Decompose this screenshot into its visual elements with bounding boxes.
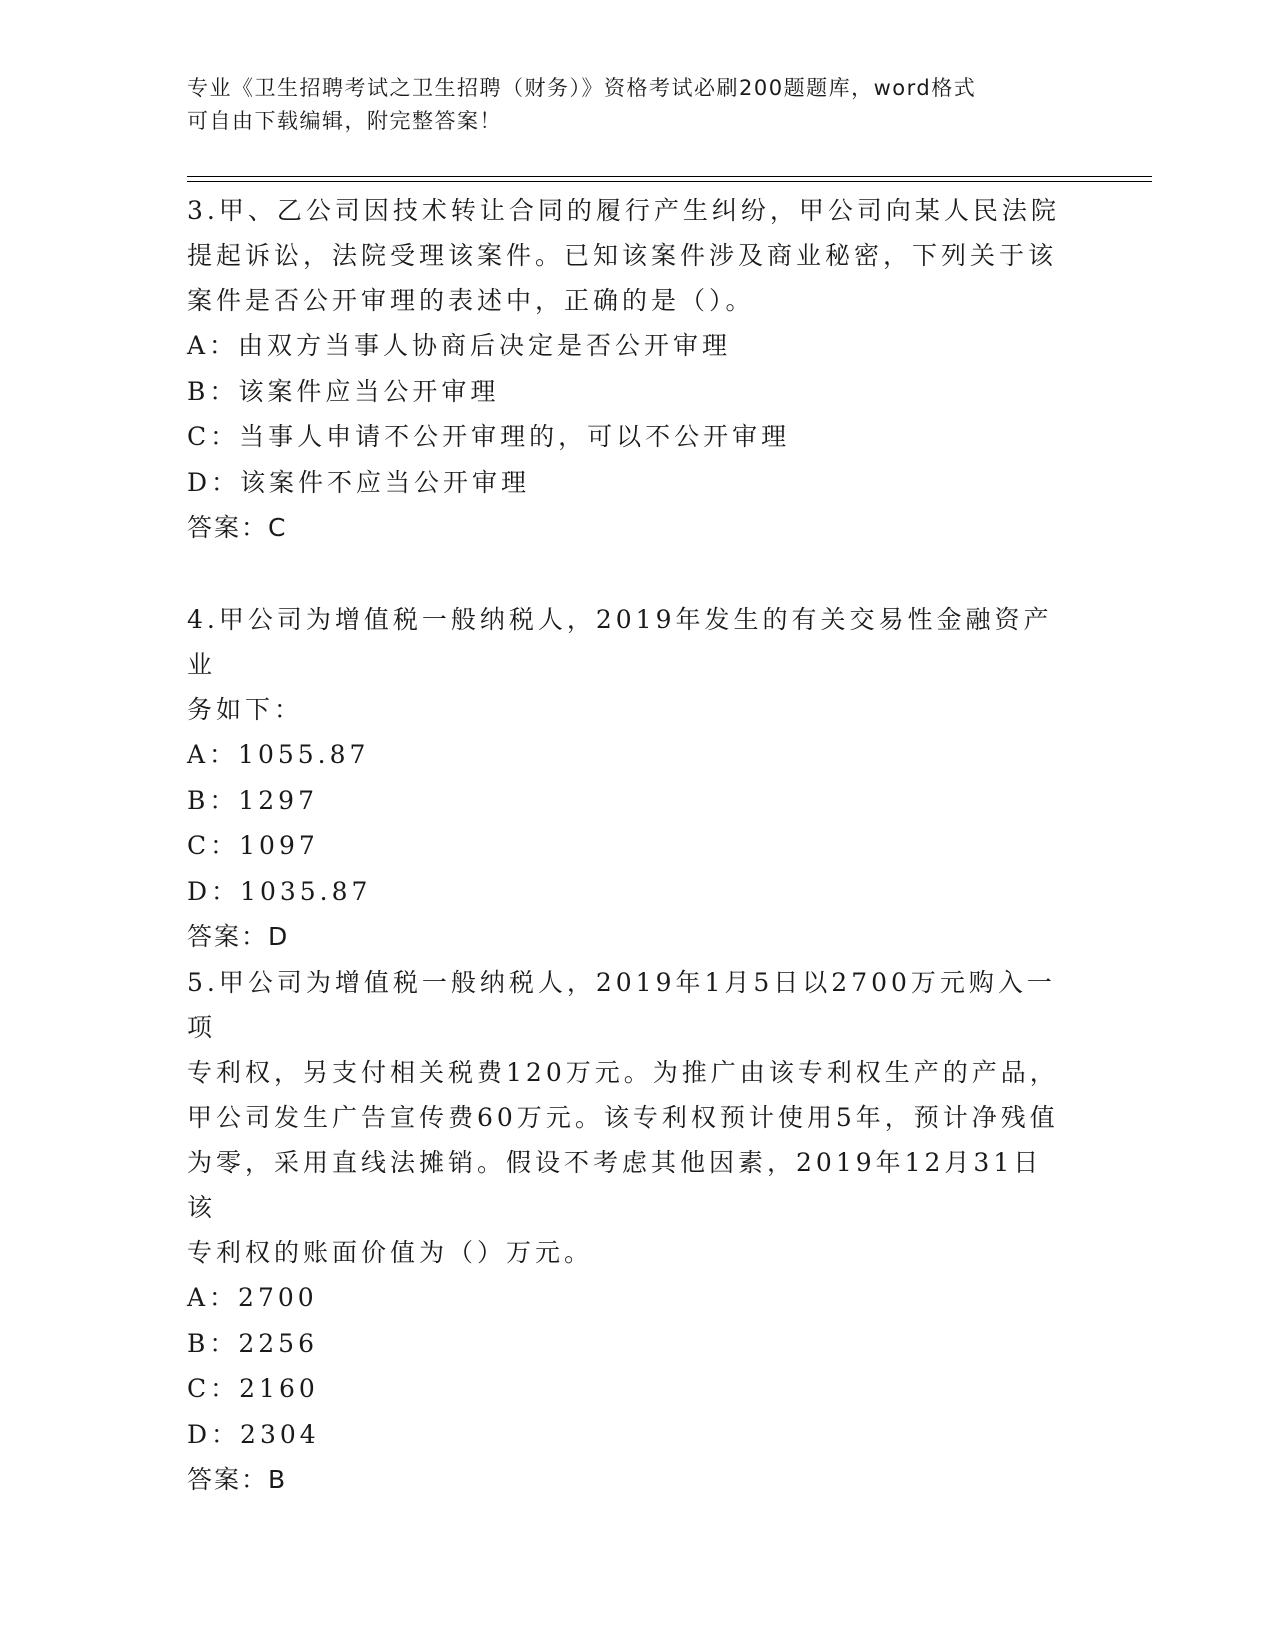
answer-line: 答案：C [187,513,288,542]
option-a: A：1055.87 [187,740,370,769]
answer-line: 答案：B [187,1465,288,1494]
option-b: B：该案件应当公开审理 [187,376,500,406]
question-stem [187,188,1067,323]
stem-line: 4.甲公司为增值税一般纳税人，2019年发生的有关交易性金融资产业 [187,605,1053,679]
option-d: D：2304 [187,1419,320,1449]
question-stem [187,597,1067,732]
answer-line: 答案：D [187,922,290,951]
option-c: C：当事人申请不公开审理的，可以不公开审理 [187,422,791,451]
stem-line: 为零，采用直线法摊销。假设不考虑其他因素，2019年12月31日该 [187,1148,1043,1222]
stem-line: 案件是否公开审理的表述中，正确的是（）。 [187,286,755,315]
stem-line: 甲公司发生广告宣传费60万元。该专利权预计使用5年，预计净残值 [187,1103,1059,1132]
option-a: A：由双方当事人协商后决定是否公开审理 [187,331,732,360]
stem-line: 专利权，另支付相关税费120万元。为推广由该专利权生产的产品， [187,1058,1059,1087]
stem-line: 务如下： [187,695,304,724]
header-divider-bottom [187,181,1152,182]
header-line-1: 专业《卫生招聘考试之卫生招聘（财务）》资格考试必刷200题题库，word格式 [187,76,977,100]
option-d: D：1035.87 [187,876,372,906]
option-c: C：1097 [187,831,319,860]
option-b: B：1297 [187,785,318,815]
header-line-2: 可自由下载编辑，附完整答案！ [187,109,502,133]
question-3 [187,188,1067,550]
stem-line: 专利权的账面价值为（）万元。 [187,1238,594,1267]
question-4 [187,597,1067,959]
question-stem [187,960,1067,1275]
option-c: C：2160 [187,1374,319,1403]
option-a: A：2700 [187,1283,318,1312]
question-5 [187,960,1067,1502]
option-b: B：2256 [187,1328,318,1358]
option-d: D：该案件不应当公开审理 [187,467,531,497]
stem-line: 5.甲公司为增值税一般纳税人，2019年1月5日以2700万元购入一项 [187,968,1056,1042]
document-header [187,72,1087,138]
stem-line: 提起诉讼，法院受理该案件。已知该案件涉及商业秘密，下列关于该 [187,241,1058,270]
header-divider-top [187,176,1152,177]
stem-line: 3.甲、乙公司因技术转让合同的履行产生纠纷，甲公司向某人民法院 [187,196,1060,225]
